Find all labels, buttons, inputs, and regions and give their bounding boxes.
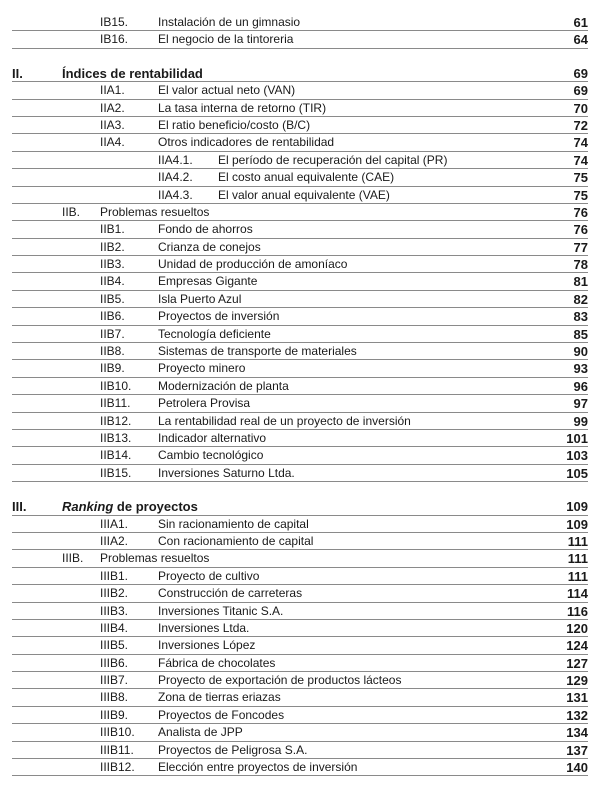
entry-title-text: Empresas Gigante <box>158 274 258 289</box>
entry-title-text: Elección entre proyectos de inversión <box>158 760 358 775</box>
entry-page-number: 111 <box>567 533 588 549</box>
toc-entry[interactable] <box>12 533 588 550</box>
entry-code: IIIB9. <box>100 707 129 722</box>
toc-entry[interactable] <box>12 152 588 169</box>
entry-title <box>158 14 300 31</box>
toc-entry[interactable] <box>12 378 588 395</box>
entry-page-number: 76 <box>573 204 588 220</box>
entry-title-text: Inversiones Saturno Ltda. <box>158 465 295 480</box>
toc-entry[interactable] <box>12 672 588 689</box>
entry-title <box>158 413 411 430</box>
entry-title-text: Proyecto minero <box>158 361 246 376</box>
entry-title-text: Cambio tecnológico <box>158 448 264 463</box>
entry-title-italic: Ranking <box>62 499 114 515</box>
entry-title-text: El valor actual neto (VAN) <box>158 83 296 98</box>
entry-title <box>158 585 302 602</box>
entry-title <box>158 100 326 117</box>
entry-code: IIIB10. <box>100 725 135 740</box>
entry-title-text: Isla Puerto Azul <box>158 291 242 306</box>
toc-entry[interactable] <box>12 395 588 412</box>
entry-title <box>158 742 307 759</box>
entry-title-text: Analista de JPP <box>158 725 243 740</box>
entry-code: IIIB5. <box>100 638 129 653</box>
entry-title <box>158 134 334 151</box>
entry-title <box>158 430 266 447</box>
toc-entry[interactable] <box>12 134 588 151</box>
toc-entry[interactable] <box>12 759 588 776</box>
toc-entry[interactable] <box>12 568 588 585</box>
entry-title <box>158 273 257 290</box>
entry-code: IIA3. <box>100 117 125 132</box>
entry-code: IIIB3. <box>100 603 129 618</box>
toc-entry[interactable] <box>12 221 588 238</box>
entry-code: IIA4. <box>100 135 125 150</box>
entry-code: IIB10. <box>100 378 132 393</box>
entry-page-number: 64 <box>573 32 588 48</box>
entry-title <box>158 31 293 48</box>
entry-page-number: 111 <box>567 568 588 584</box>
entry-page-number: 82 <box>573 291 588 307</box>
entry-page-number: 75 <box>573 187 588 203</box>
entry-code: IIB1. <box>100 222 125 237</box>
entry-page-number: 69 <box>573 83 588 99</box>
entry-code: IIB3. <box>100 257 125 272</box>
entry-code: IIIB6. <box>100 655 129 670</box>
entry-title-text: El negocio de la tintoreria <box>158 32 294 47</box>
table-of-contents <box>12 14 588 776</box>
entry-page-number: 77 <box>573 239 588 255</box>
entry-title-text: Modernización de planta <box>158 378 289 393</box>
entry-code: IIB4. <box>100 274 125 289</box>
entry-page-number: 69 <box>573 65 588 81</box>
entry-title <box>218 187 390 204</box>
toc-entry[interactable] <box>12 308 588 325</box>
toc-entry[interactable] <box>12 447 588 464</box>
entry-code: IIB6. <box>100 309 125 324</box>
entry-page-number: 124 <box>566 638 588 654</box>
toc-entry[interactable] <box>12 204 588 221</box>
entry-title-text: Problemas resueltos <box>100 204 210 219</box>
entry-page-number: 132 <box>566 707 588 723</box>
toc-entry[interactable] <box>12 465 588 482</box>
toc-entry[interactable] <box>12 655 588 672</box>
toc-entry[interactable] <box>12 742 588 759</box>
entry-code: IIB12. <box>100 413 132 428</box>
entry-code: IIIB1. <box>100 568 129 583</box>
toc-entry[interactable] <box>12 326 588 343</box>
entry-code: IIIB8. <box>100 690 129 705</box>
entry-title-text: de proyectos <box>113 499 198 515</box>
entry-page-number: 78 <box>573 257 588 273</box>
entry-title <box>158 291 241 308</box>
entry-title <box>158 239 261 256</box>
entry-page-number: 70 <box>573 100 588 116</box>
entry-title <box>158 533 313 550</box>
entry-code: IIB7. <box>100 326 125 341</box>
entry-page-number: 105 <box>566 465 588 481</box>
entry-page-number: 129 <box>566 673 588 689</box>
toc-entry[interactable] <box>12 603 588 620</box>
entry-page-number: 114 <box>567 586 588 602</box>
entry-title-text: El ratio beneficio/costo (B/C) <box>158 117 311 132</box>
entry-title <box>218 152 447 169</box>
entry-page-number: 111 <box>567 551 588 567</box>
entry-title-text: Instalación de un gimnasio <box>158 15 301 29</box>
entry-page-number: 93 <box>573 361 588 377</box>
entry-title <box>62 498 198 515</box>
entry-title-text: Problemas resueltos <box>100 551 210 566</box>
entry-title-text: Proyectos de inversión <box>158 309 280 324</box>
entry-title-text: Indicador alternativo <box>158 430 267 445</box>
entry-title <box>158 689 281 706</box>
entry-code: IIB9. <box>100 361 125 376</box>
entry-page-number: 76 <box>573 222 588 238</box>
entry-page-number: 131 <box>566 690 588 706</box>
toc-entry[interactable] <box>12 637 588 654</box>
entry-title-text: Inversiones Titanic S.A. <box>158 603 284 618</box>
entry-code: IIB15. <box>100 465 132 480</box>
toc-entry[interactable] <box>12 413 588 430</box>
entry-title-text: El costo anual equivalente (CAE) <box>218 170 395 185</box>
entry-code: IB16. <box>100 32 129 47</box>
entry-code: IB15. <box>100 15 129 29</box>
toc-entry[interactable] <box>12 585 588 602</box>
toc-chapter[interactable] <box>12 498 588 515</box>
entry-title <box>158 117 310 134</box>
entry-code: IIA4.1. <box>158 152 193 167</box>
section-gap <box>12 49 588 65</box>
entry-title <box>158 724 243 741</box>
entry-title-text: Tecnología deficiente <box>158 326 271 341</box>
entry-code: IIA2. <box>100 100 125 115</box>
entry-title-text: Proyecto de exportación de productos lácteos <box>158 673 402 688</box>
entry-page-number: 109 <box>566 516 588 532</box>
entry-title-text: Petrolera Provisa <box>158 396 251 411</box>
entry-title <box>158 221 253 238</box>
entry-code: IIIB12. <box>100 760 135 775</box>
entry-page-number: 96 <box>573 378 588 394</box>
entry-title-text: La tasa interna de retorno (TIR) <box>158 100 327 115</box>
entry-title <box>158 465 295 482</box>
entry-title-text: El valor anual equivalente (VAE) <box>218 187 390 202</box>
entry-page-number: 103 <box>566 448 588 464</box>
entry-code: IIB13. <box>100 430 132 445</box>
entry-page-number: 134 <box>566 725 588 741</box>
entry-page-number: 74 <box>573 135 588 151</box>
entry-title-text: Proyectos de Foncodes <box>158 707 285 722</box>
entry-code: IIIA1. <box>100 516 129 531</box>
entry-title <box>158 655 275 672</box>
toc-entry[interactable] <box>12 620 588 637</box>
entry-code: II. <box>12 65 23 81</box>
entry-page-number: 116 <box>567 603 588 619</box>
toc-entry[interactable] <box>12 360 588 377</box>
entry-code: IIIB11. <box>100 742 134 757</box>
entry-code: IIB14. <box>100 448 132 463</box>
toc-entry[interactable] <box>12 256 588 273</box>
entry-page-number: 85 <box>573 326 588 342</box>
toc-entry[interactable] <box>12 550 588 567</box>
entry-code: IIIB4. <box>100 620 129 635</box>
entry-title <box>158 395 250 412</box>
entry-title <box>158 672 401 689</box>
entry-title-text: Unidad de producción de amoníaco <box>158 257 348 272</box>
entry-title <box>158 82 295 99</box>
toc-entry[interactable] <box>12 31 588 48</box>
entry-title-text: Fábrica de chocolates <box>158 655 276 670</box>
entry-code: IIB. <box>62 204 81 219</box>
toc-entry[interactable] <box>12 689 588 706</box>
entry-code: IIIB7. <box>100 673 129 688</box>
entry-code: IIIA2. <box>100 533 129 548</box>
toc-entry[interactable] <box>12 724 588 741</box>
toc-entry[interactable] <box>12 291 588 308</box>
entry-page-number: 140 <box>566 760 588 776</box>
entry-page-number: 74 <box>573 152 588 168</box>
entry-title <box>158 360 245 377</box>
entry-title <box>62 65 203 82</box>
entry-title-text: La rentabilidad real de un proyecto de inversión <box>158 413 411 428</box>
toc-entry[interactable] <box>12 343 588 360</box>
entry-code: IIIB. <box>62 551 84 566</box>
toc-entry[interactable] <box>12 169 588 186</box>
entry-title-text: Proyectos de Peligrosa S.A. <box>158 742 308 757</box>
toc-entry[interactable] <box>12 430 588 447</box>
entry-page-number: 72 <box>573 117 588 133</box>
entry-page-number: 97 <box>573 396 588 412</box>
entry-page-number: 81 <box>573 274 588 290</box>
entry-code: III. <box>12 499 27 515</box>
entry-title <box>158 516 309 533</box>
entry-code: IIB11. <box>100 396 131 411</box>
entry-title <box>158 759 357 776</box>
entry-title <box>158 343 357 360</box>
entry-title-text: Construcción de carreteras <box>158 586 303 601</box>
entry-title-text: Inversiones López <box>158 638 256 653</box>
entry-title-text: Proyecto de cultivo <box>158 568 260 583</box>
toc-entry[interactable] <box>12 187 588 204</box>
entry-title <box>158 637 255 654</box>
entry-title <box>158 256 347 273</box>
entry-page-number: 90 <box>573 344 588 360</box>
toc-entry[interactable] <box>12 239 588 256</box>
toc-entry[interactable] <box>12 117 588 134</box>
entry-code: IIA4.2. <box>158 170 193 185</box>
entry-title <box>158 620 249 637</box>
entry-title-text: Fondo de ahorros <box>158 222 253 237</box>
toc-entry[interactable] <box>12 273 588 290</box>
entry-title-text: Inversiones Ltda. <box>158 620 250 635</box>
entry-title <box>158 447 263 464</box>
entry-page-number: 137 <box>566 742 588 758</box>
entry-title-text: El período de recuperación del capital (PR) <box>218 152 448 167</box>
entry-title-text: Con racionamiento de capital <box>158 533 314 548</box>
entry-title-text: Zona de tierras eriazas <box>158 690 281 705</box>
section-gap <box>12 482 588 498</box>
entry-title <box>158 378 289 395</box>
entry-code: IIA4.3. <box>158 187 193 202</box>
entry-page-number: 109 <box>566 499 588 515</box>
entry-page-number: 127 <box>566 655 588 671</box>
entry-title <box>218 169 394 186</box>
toc-entry[interactable] <box>12 516 588 533</box>
entry-title-text: Sin racionamiento de capital <box>158 516 309 531</box>
entry-page-number: 83 <box>573 309 588 325</box>
entry-code: IIA1. <box>100 83 125 98</box>
entry-page-number: 101 <box>566 430 588 446</box>
entry-title <box>158 568 259 585</box>
toc-entry[interactable] <box>12 14 588 31</box>
entry-title <box>100 550 209 567</box>
toc-entry[interactable] <box>12 100 588 117</box>
entry-page-number: 61 <box>573 15 588 30</box>
entry-page-number: 75 <box>573 170 588 186</box>
entry-title-text: Otros indicadores de rentabilidad <box>158 135 335 150</box>
entry-code: IIB8. <box>100 344 125 359</box>
toc-entry[interactable] <box>12 82 588 99</box>
entry-title <box>100 204 209 221</box>
toc-chapter[interactable] <box>12 65 588 82</box>
entry-title-text: Crianza de conejos <box>158 239 261 254</box>
entry-page-number: 120 <box>566 620 588 636</box>
entry-title-text: Sistemas de transporte de materiales <box>158 344 357 359</box>
entry-title <box>158 326 271 343</box>
entry-title-text: Índices de rentabilidad <box>62 65 203 81</box>
entry-title <box>158 707 284 724</box>
entry-code: IIB5. <box>100 291 125 306</box>
entry-title <box>158 603 283 620</box>
entry-title <box>158 308 279 325</box>
entry-page-number: 99 <box>573 413 588 429</box>
entry-code: IIIB2. <box>100 586 129 601</box>
toc-entry[interactable] <box>12 707 588 724</box>
entry-code: IIB2. <box>100 239 125 254</box>
